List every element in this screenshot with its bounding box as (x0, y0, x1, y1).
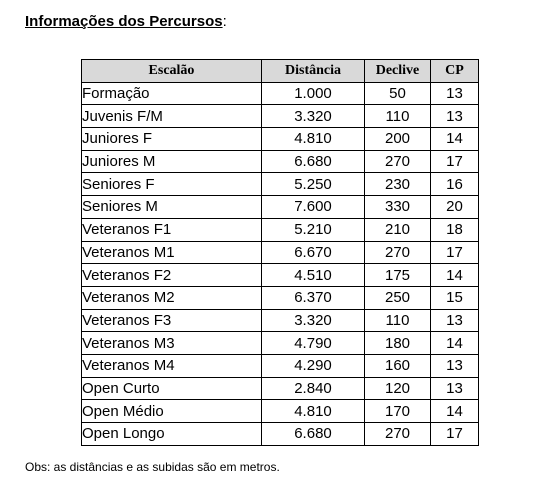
table-row (82, 332, 479, 355)
table-row (82, 196, 479, 219)
column-header-distancia: Distância (262, 60, 365, 83)
cell-escalao: Juniores F (82, 128, 262, 151)
cell-cp: 13 (431, 377, 479, 400)
cell-cp: 13 (431, 105, 479, 128)
cell-distancia: 4.510 (262, 264, 365, 287)
cell-cp: 17 (431, 241, 479, 264)
cell-distancia: 3.320 (262, 309, 365, 332)
cell-escalao: Veteranos M1 (82, 241, 262, 264)
cell-declive: 270 (365, 150, 431, 173)
page-title-colon: : (222, 13, 227, 30)
column-header-declive: Declive (365, 60, 431, 83)
table-row (82, 105, 479, 128)
cell-distancia: 1.000 (262, 82, 365, 105)
cell-escalao: Veteranos F1 (82, 218, 262, 241)
cell-distancia: 7.600 (262, 196, 365, 219)
cell-distancia: 6.680 (262, 423, 365, 446)
cell-distancia: 4.810 (262, 128, 365, 151)
cell-escalao: Seniores M (82, 196, 262, 219)
cell-distancia: 4.810 (262, 400, 365, 423)
cell-distancia: 5.210 (262, 218, 365, 241)
table-row (82, 128, 479, 151)
cell-escalao: Open Médio (82, 400, 262, 423)
cell-declive: 180 (365, 332, 431, 355)
cell-cp: 16 (431, 173, 479, 196)
cell-escalao: Veteranos F2 (82, 264, 262, 287)
cell-declive: 210 (365, 218, 431, 241)
cell-escalao: Veteranos F3 (82, 309, 262, 332)
cell-distancia: 6.670 (262, 241, 365, 264)
cell-escalao: Formação (82, 82, 262, 105)
cell-cp: 14 (431, 332, 479, 355)
cell-cp: 14 (431, 128, 479, 151)
cell-declive: 110 (365, 309, 431, 332)
cell-cp: 13 (431, 354, 479, 377)
cell-distancia: 6.370 (262, 286, 365, 309)
footnote: Obs: as distâncias e as subidas são em metros. (25, 460, 280, 474)
cell-escalao: Open Longo (82, 423, 262, 446)
table-row (82, 82, 479, 105)
cell-declive: 170 (365, 400, 431, 423)
cell-declive: 230 (365, 173, 431, 196)
cell-distancia: 5.250 (262, 173, 365, 196)
cell-declive: 175 (365, 264, 431, 287)
cell-declive: 270 (365, 241, 431, 264)
cell-distancia: 3.320 (262, 105, 365, 128)
cell-distancia: 6.680 (262, 150, 365, 173)
table-row (82, 423, 479, 446)
cell-escalao: Seniores F (82, 173, 262, 196)
cell-escalao: Juniores M (82, 150, 262, 173)
cell-escalao: Veteranos M3 (82, 332, 262, 355)
column-header-cp: CP (431, 60, 479, 83)
table-row (82, 241, 479, 264)
column-header-escalao: Escalão (82, 60, 262, 83)
table-row (82, 400, 479, 423)
cell-cp: 13 (431, 82, 479, 105)
cell-declive: 330 (365, 196, 431, 219)
cell-distancia: 4.290 (262, 354, 365, 377)
cell-escalao: Juvenis F/M (82, 105, 262, 128)
cell-cp: 13 (431, 309, 479, 332)
table-row (82, 354, 479, 377)
table-body (82, 82, 479, 445)
page-title-text: Informações dos Percursos (25, 13, 223, 30)
cell-distancia: 2.840 (262, 377, 365, 400)
cell-declive: 270 (365, 423, 431, 446)
cell-cp: 17 (431, 150, 479, 173)
cell-declive: 120 (365, 377, 431, 400)
table-row (82, 173, 479, 196)
cell-declive: 250 (365, 286, 431, 309)
cell-cp: 15 (431, 286, 479, 309)
cell-escalao: Veteranos M2 (82, 286, 262, 309)
routes-table (81, 59, 479, 446)
table-header-row (82, 60, 479, 83)
cell-escalao: Veteranos M4 (82, 354, 262, 377)
table-row (82, 377, 479, 400)
cell-distancia: 4.790 (262, 332, 365, 355)
cell-cp: 17 (431, 423, 479, 446)
table-row (82, 309, 479, 332)
table-row (82, 286, 479, 309)
cell-cp: 14 (431, 400, 479, 423)
cell-declive: 200 (365, 128, 431, 151)
cell-declive: 160 (365, 354, 431, 377)
table-row (82, 150, 479, 173)
table-row (82, 218, 479, 241)
cell-declive: 110 (365, 105, 431, 128)
cell-cp: 14 (431, 264, 479, 287)
table-row (82, 264, 479, 287)
page-title (25, 13, 227, 30)
cell-declive: 50 (365, 82, 431, 105)
cell-escalao: Open Curto (82, 377, 262, 400)
cell-cp: 18 (431, 218, 479, 241)
cell-cp: 20 (431, 196, 479, 219)
